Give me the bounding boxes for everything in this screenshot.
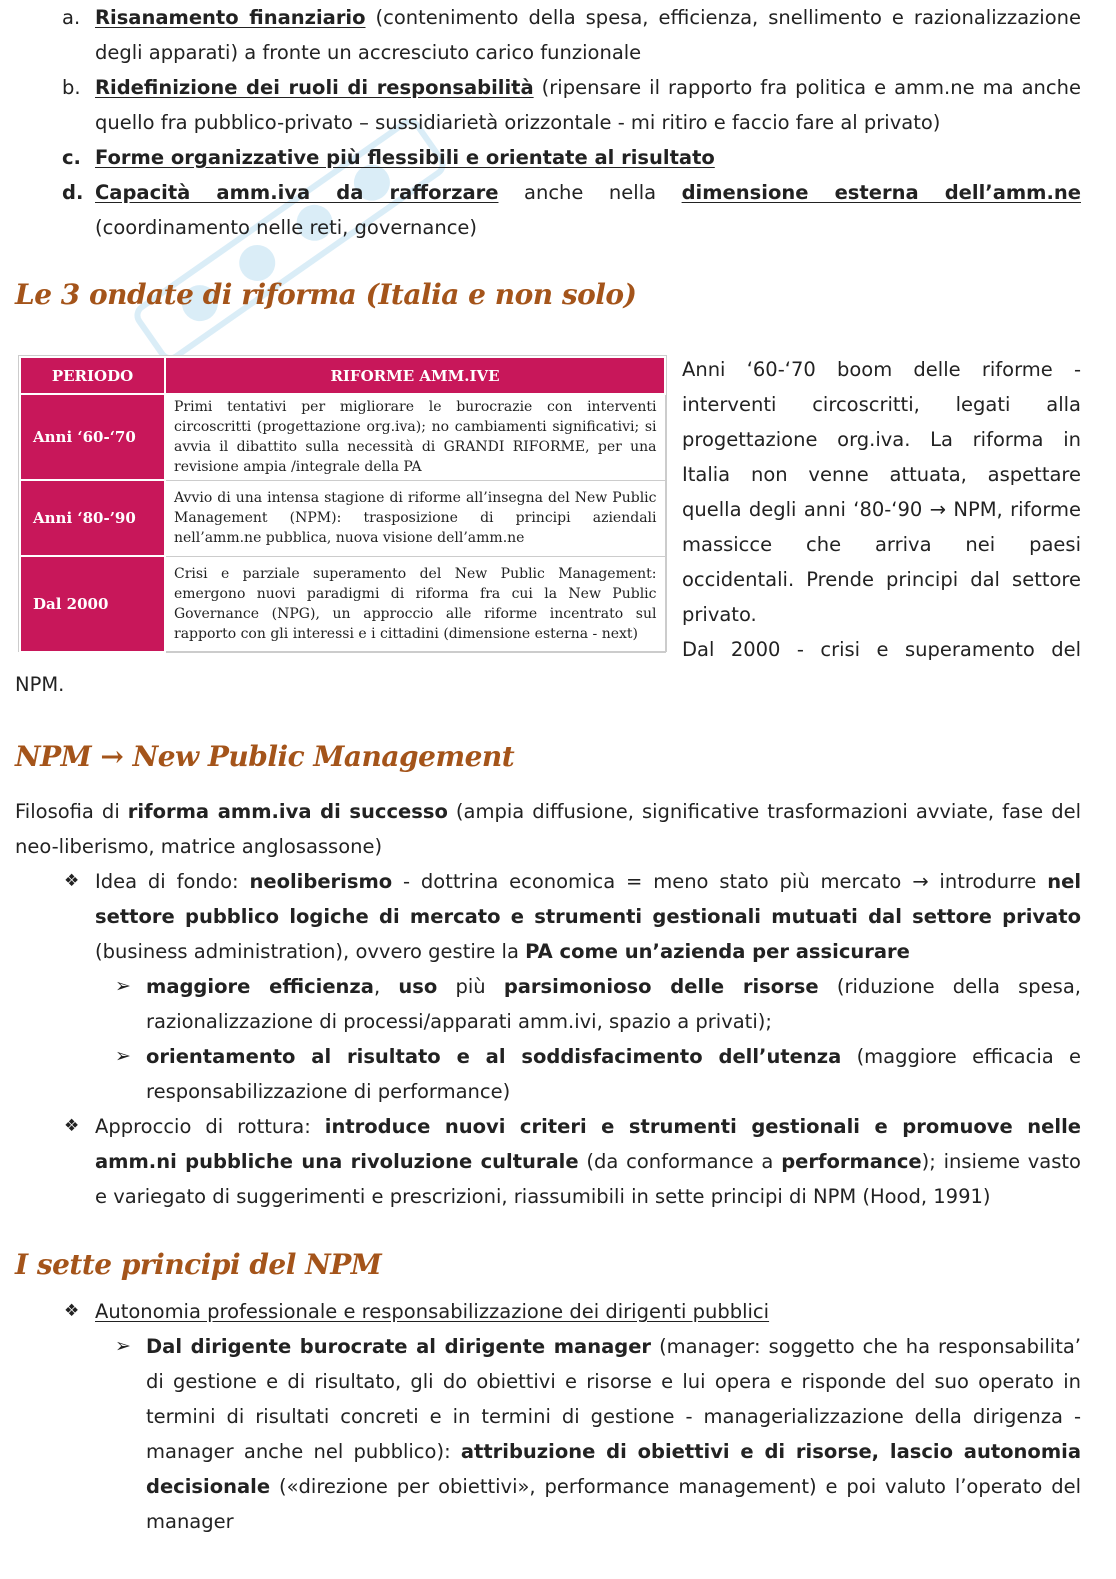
arrow-bullet-icon: ➢ xyxy=(115,1335,131,1357)
reform-periods-table xyxy=(18,355,667,652)
text: (da conformance a xyxy=(578,1150,782,1173)
text: neoliberismo xyxy=(249,870,393,893)
section-heading-npm: NPM → New Public Management xyxy=(15,740,515,773)
list-marker-d: d. xyxy=(62,181,84,204)
text: parsimonioso delle risorse xyxy=(503,975,819,998)
table-cell-reform: Primi tentativi per migliorare le burocrazie con interventi circoscritti (progettazione org.iva); no cambiamenti significativi; si avvia il dibattito sulla necessità di GRANDI RIFORME, per una revisione ampia /integrale della PA xyxy=(165,394,665,480)
list-item-c-title: Forme organizzative più flessibili e orientate al risultato xyxy=(95,146,715,169)
principle-1-sub xyxy=(146,1329,1081,1539)
text: uso xyxy=(398,975,438,998)
text: maggiore efficienza xyxy=(146,975,374,998)
table-row xyxy=(20,556,665,652)
text: nel settore pubblico logiche di mercato e strumenti gestionali mutuati dal settore privato xyxy=(95,870,1082,928)
bullet-diamond-icon: ❖ xyxy=(64,1301,80,1321)
text: Autonomia professionale e responsabilizzazione dei dirigenti pubblici xyxy=(95,1300,770,1323)
list-item-d-text: (coordinamento nelle reti, governance) xyxy=(95,216,478,239)
text: più xyxy=(437,975,504,998)
bullet-diamond-icon: ❖ xyxy=(64,871,80,891)
list-item-d xyxy=(95,175,1081,245)
text: (business administration), ovvero gestire la xyxy=(95,940,526,963)
text: orientamento al risultato e al soddisfacimento dell’utenza xyxy=(146,1045,842,1068)
list-item-c xyxy=(95,140,1081,175)
text: Idea di fondo: xyxy=(95,870,250,893)
list-item-d-mid: anche nella xyxy=(498,181,682,204)
section-heading-sette-principi: I sette principi del NPM xyxy=(15,1248,382,1281)
list-item-b-text: (ripensare il rapporto fra politica e amm.ne ma anche quello fra pubblico-privato – sussidiarietà orizzontale - mi ritiro e faccio fare al privato) xyxy=(95,76,1081,134)
text: , xyxy=(373,975,399,998)
section-heading-ondate: Le 3 ondate di riforma (Italia e non solo) xyxy=(15,278,637,311)
table-cell-period: Anni ‘60-‘70 xyxy=(20,394,165,480)
npm-intro-b: riforma amm.iva di successo xyxy=(127,800,448,823)
side-paragraph-tail-line: Dal 2000 - crisi e superamento del xyxy=(682,638,1081,661)
table-header-reforms: RIFORME AMM.IVE xyxy=(165,357,665,394)
list-item-b-title: Ridefinizione dei ruoli di responsabilità xyxy=(95,76,534,99)
list-item-d-title2: dimensione esterna dell’amm.ne xyxy=(681,181,1081,204)
text: ); insieme vasto e variegato di suggerimenti e prescrizioni, riassumibili in sette principi di NPM (Hood, 1991) xyxy=(95,1150,1081,1208)
list-marker-c: c. xyxy=(62,146,81,169)
npm-intro xyxy=(15,794,1081,864)
npm-bullet-2 xyxy=(95,1109,1081,1214)
arrow-bullet-icon: ➢ xyxy=(115,975,131,997)
list-item-d-title: Capacità amm.iva da rafforzare xyxy=(95,181,499,204)
npm-bullet-1 xyxy=(95,864,1081,969)
text: introduce nuovi criteri e strumenti gestionali e promuove nelle amm.ni pubbliche una rivoluzione culturale xyxy=(95,1115,1081,1173)
side-paragraph-tail: NPM. xyxy=(15,673,65,696)
text: - dottrina economica = meno stato più mercato → introdurre xyxy=(392,870,1048,893)
text: (maggiore efficacia e responsabilizzazione di performance) xyxy=(146,1045,1081,1103)
text: (riduzione della spesa, razionalizzazione di processi/apparati amm.ivi, spazio a privati); xyxy=(146,975,1081,1033)
list-item-b xyxy=(95,70,1081,140)
npm-intro-c: (ampia diffusione, significative trasformazioni avviate, fase del neo-liberismo, matrice anglosassone) xyxy=(15,800,1081,858)
table-row xyxy=(20,480,665,556)
text: performance xyxy=(781,1150,922,1173)
arrow-bullet-icon: ➢ xyxy=(115,1045,131,1067)
table-row xyxy=(20,394,665,480)
list-item-a-title: Risanamento finanziario xyxy=(95,6,366,29)
text: Dal dirigente burocrate al dirigente manager xyxy=(146,1335,652,1358)
table-cell-period: Dal 2000 xyxy=(20,556,165,652)
list-marker-b: b. xyxy=(62,76,81,99)
table-header-period: PERIODO xyxy=(20,357,165,394)
table-cell-period: Anni ‘80-’90 xyxy=(20,480,165,556)
npm-intro-a: Filosofia di xyxy=(15,800,128,823)
npm-sub-bullet-1 xyxy=(146,969,1081,1039)
side-paragraph: Anni ‘60-‘70 boom delle riforme - interventi circoscritti, legati alla progettazione org.iva. La riforma in Italia non venne attuata, aspettare quella degli anni ‘80-‘90 → NPM, riforme massicce che arriva nei paesi occidentali. Prende principi dal settore privato. xyxy=(682,358,1081,626)
text: Approccio di rottura: xyxy=(95,1115,325,1138)
text: attribuzione di obiettivi e di risorse, lascio autonomia decisionale xyxy=(146,1440,1081,1498)
bullet-diamond-icon: ❖ xyxy=(64,1116,80,1136)
text: PA come un’azienda per assicurare xyxy=(525,940,910,963)
text: (manager: soggetto che ha responsabilita’ di gestione e di risultato, gli do obiettivi e risorse e lui opera e risponde del suo operato in termini di risultati concreti e in termini di gestione - managerializzazione della dirigenza - manager anche nel pubblico): xyxy=(146,1335,1082,1463)
npm-sub-bullet-2 xyxy=(146,1039,1081,1109)
list-marker-a: a. xyxy=(62,6,81,29)
table-cell-reform: Avvio di una intensa stagione di riforme all’insegna del New Public Management (NPM): trasposizione di principi aziendali nell’amm.ne pubblica, nuova visione dell’amm.ne xyxy=(165,480,665,556)
table-cell-reform: Crisi e parziale superamento del New Public Management: emergono nuovi paradigmi di riforma fra cui la New Public Governance (NPG), un approccio alle riforme incentrato sul rapporto con gli interessi e i cittadini (dimensione esterna - next) xyxy=(165,556,665,652)
text: («direzione per obiettivi», performance management) e poi valuto l’operato del manager xyxy=(146,1475,1081,1533)
list-item-a-text: (contenimento della spesa, efficienza, snellimento e razionalizzazione degli apparati) a fronte un accresciuto carico funzionale xyxy=(95,6,1081,64)
principle-1 xyxy=(95,1294,1081,1329)
list-item-a xyxy=(95,0,1081,70)
